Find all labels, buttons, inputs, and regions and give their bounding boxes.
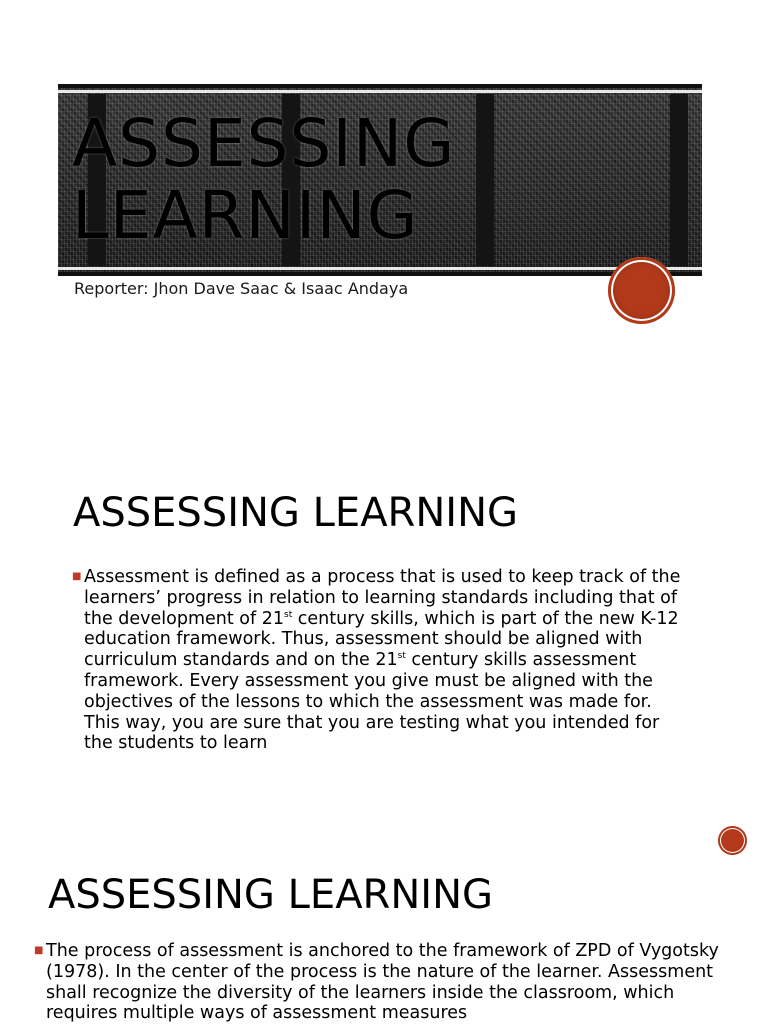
- list-item: [72, 567, 692, 754]
- square-bullet-icon: ■: [72, 571, 82, 582]
- reporter-subtitle: Reporter: Jhon Dave Saac & Isaac Andaya: [74, 279, 409, 298]
- slide-title: ASSESSING LEARNING: [73, 490, 518, 536]
- list-item: [34, 941, 734, 1024]
- square-bullet-icon: ■: [34, 945, 44, 956]
- title-banner: [58, 84, 702, 276]
- bullet-text: The process of assessment is anchored to the framework of ZPD of Vygotsky (1978). In the center of the process is the nature of the learner. Assessment shall recognize the diversity of the learners inside the classroom, which requires multiple ways of assessment measures: [46, 941, 719, 1024]
- banner-band-bottom: [58, 267, 702, 270]
- banner-band-top: [58, 90, 702, 93]
- bullet-list: [72, 567, 692, 754]
- slide-title: ASSESSING LEARNING: [48, 872, 493, 918]
- banner-strip: [670, 94, 688, 266]
- bullet-list: [34, 941, 734, 1024]
- main-title: ASSESSING LEARNING: [72, 105, 456, 254]
- red-circle-ornament-icon: [608, 257, 675, 324]
- red-circle-ornament-icon: [718, 826, 747, 855]
- bullet-text: Assessment is defined as a process that is used to keep track of the learners’ progress in relation to learning standards including that of the development of 21st century skills, which is part of the new K-12 education framework. Thus, assessment should be aligned with curriculum standards and on the 21st century skills assessment framework. Every assessment you give must be aligned with the objectives of the lessons to which the assessment was made for. This way, you are sure that you are testing what you intended for the students to learn: [84, 567, 681, 754]
